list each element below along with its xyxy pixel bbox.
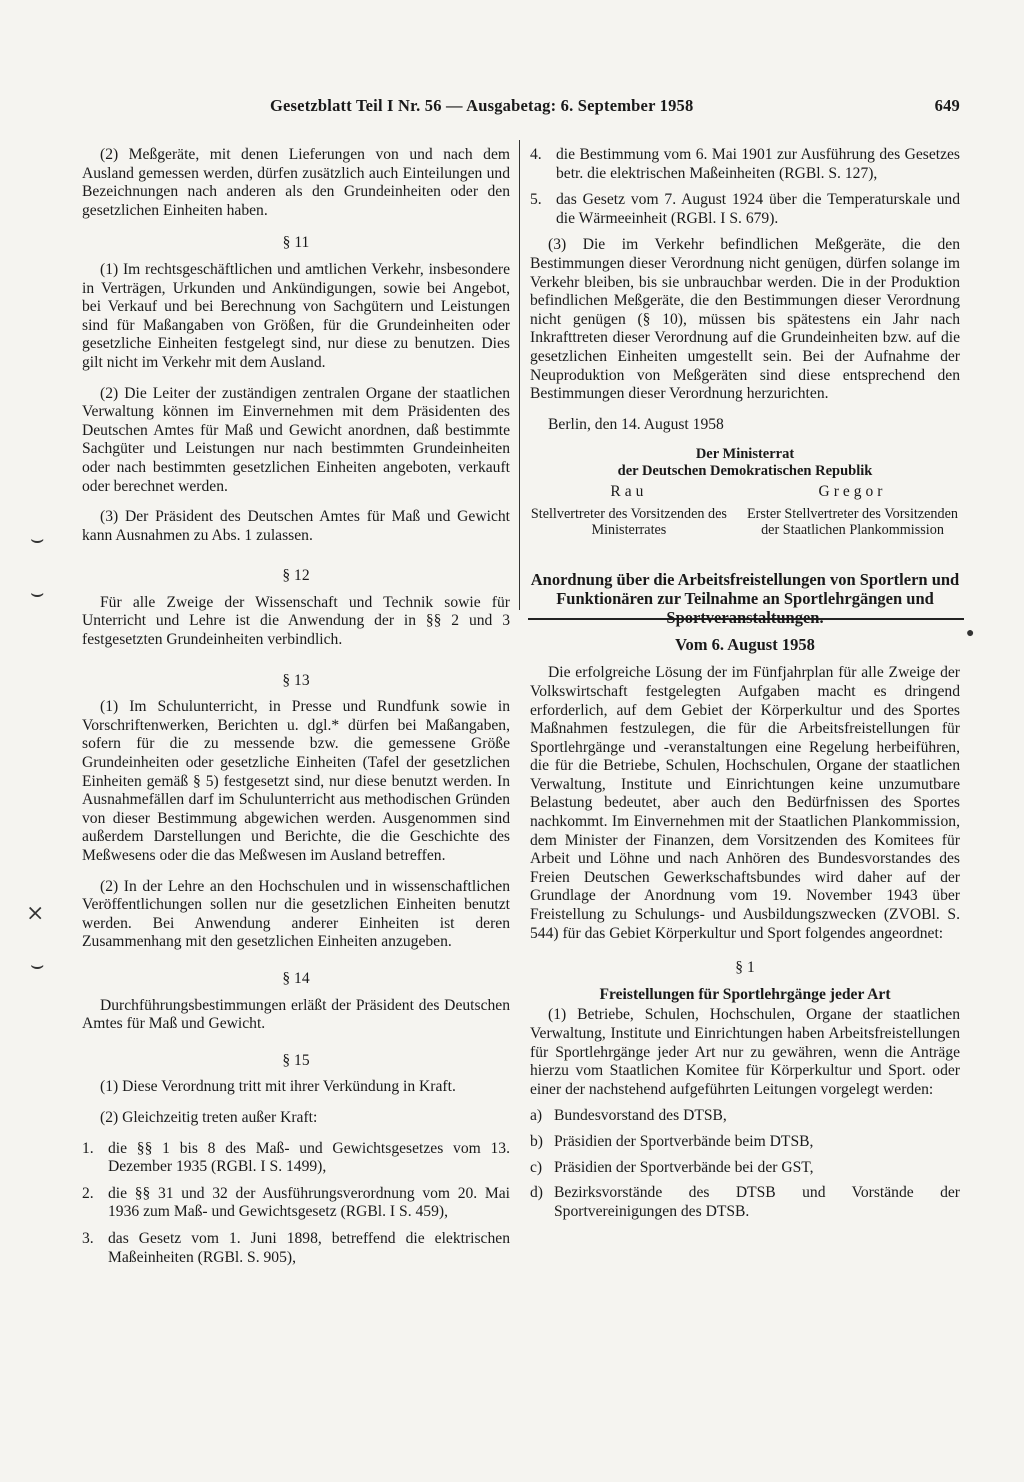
section-heading: § 15: [282, 1051, 310, 1069]
section-heading: § 1: [735, 959, 755, 977]
section-heading: § 14: [282, 969, 310, 987]
list-number: 3.: [82, 1229, 94, 1247]
list-text: Bundesvorstand des DTSB,: [554, 1107, 727, 1125]
list-letter: c): [530, 1158, 543, 1176]
section-subheading: Freistellungen für Sportlehrgänge jeder Art: [599, 985, 891, 1003]
list-number: 4.: [530, 146, 542, 163]
list-text: die Bestimmung vom 6. Mai 1901 zur Ausführung des Gesetzes betr. die elektrischen Maßeinheiten (RGBl. S. 127),: [556, 146, 960, 182]
signatory-name: Rau: [610, 483, 648, 501]
signatory-role: Erster Stellvertreter des Vorsitzenden der Staatlichen Plankommission: [746, 506, 959, 539]
list-text: Präsidien der Sportverbände bei der GST,: [554, 1158, 814, 1176]
page-number: 649: [934, 96, 960, 115]
list-item: [82, 1230, 510, 1267]
signature-block: [530, 484, 728, 538]
paragraph: (2) Meßgeräte, mit denen Lieferungen von und nach dem Ausland gemessen werden, dürfen zusätzlich auch Einteilungen und Bezeichnungen nach anderen als den Grundeinheiten oder den gesetzlichen Einheiten haben.: [82, 146, 510, 219]
list-item: [530, 1133, 960, 1152]
signatory-name: Gregor: [818, 483, 887, 501]
list-number: 5.: [530, 191, 542, 209]
list-text: das Gesetz vom 1. Juni 1898, betreffend die elektrischen Maßeinheiten (RGBl. S. 905),: [108, 1229, 510, 1266]
list-item: [530, 1107, 960, 1126]
paragraph: Durchführungsbestimmungen erläßt der Präsident des Deutschen Amtes für Maß und Gewicht.: [82, 996, 510, 1033]
margin-dot-mark: ●: [966, 626, 975, 641]
list-letter: b): [530, 1132, 543, 1150]
list-item: [530, 146, 960, 183]
paragraph: (1) Diese Verordnung tritt mit ihrer Verkündung in Kraft.: [100, 1078, 456, 1096]
list-letter: d): [530, 1184, 543, 1202]
place-date: Berlin, den 14. August 1958: [548, 415, 724, 433]
margin-tick-mark: ⌣: [30, 952, 45, 977]
authority-line: der Deutschen Demokratischen Republik: [617, 463, 873, 480]
signatory-role: Stellvertreter des Vorsitzenden des Ministerrates: [530, 506, 727, 539]
margin-tick-mark: ⌣: [30, 526, 45, 551]
right-column: [530, 146, 960, 1228]
paragraph: (1) Im rechtsgeschäftlichen und amtlichen Verkehr, insbesondere in Verträgen, Urkunden und Ankündigungen, sowie bei Angebot, bei Verkauf und bei Berechnung von Sachgütern und Leistungen sind für Maßangaben von Größen, für die Grundeinheiten oder gesetzliche Einheiten festgelegt sind, nur diese zu benutzen. Dies gilt nicht im Verkehr mit dem Ausland.: [82, 260, 510, 371]
order-title: Anordnung über die Arbeitsfreistellungen von Sportlern und Funktionären zur Teilnahme an Sportlehrgängen und Sportveranstaltungen.: [530, 570, 960, 628]
authority-line: Der Ministerrat: [695, 446, 795, 463]
list-item: [530, 1159, 960, 1178]
margin-tick-mark: ⌣: [30, 580, 45, 605]
signatures: [530, 484, 960, 538]
paragraph: Für alle Zweige der Wissenschaft und Technik sowie für Unterricht und Lehre ist die Anwendung der in §§ 2 und 3 festgesetzten Grundeinheiten verbindlich.: [82, 593, 510, 649]
signature-block: [745, 484, 960, 538]
order-date: Vom 6. August 1958: [675, 635, 815, 655]
list-number: 1.: [82, 1139, 94, 1157]
list-item: [530, 1184, 960, 1221]
column-divider: [519, 140, 520, 610]
list-item: [82, 1185, 510, 1222]
list-text: Bezirksvorstände des DTSB und Vorstände der Sportvereinigungen des DTSB.: [554, 1184, 960, 1220]
paragraph: (2) In der Lehre an den Hochschulen und in wissenschaftlichen Veröffentlichungen sollen nur die gesetzlichen Einheiten benutzt werden. Bei Anwendung anderer Einheiten ist deren Zusammenhang mit den gesetzlichen Einheiten anzugeben.: [82, 877, 510, 951]
paragraph: (3) Die im Verkehr befindlichen Meßgeräte, die den Bestimmungen dieser Verordnung nicht genügen, dürfen solange im Verkehr bleiben, bis sie unbrauchbar werden. Die in der Produktion befindlichen Meßgeräte, die den Bestimmungen dieser Verordnung nicht genügen (§ 10), müssen bis spätestens ein Jahr nach Inkrafttreten dieser Verordnung auf die Grundeinheiten bzw. auf die gesetzlichen Einheiten umgestellt sein. Bei der Aufnahme der Neuproduktion von Meßgeräten sind diese entsprechend den Bestimmungen dieser Verordnung herzurichten.: [530, 236, 960, 403]
list-text: Präsidien der Sportverbände beim DTSB,: [554, 1132, 814, 1150]
paragraph: Die erfolgreiche Lösung der im Fünfjahrplan für alle Zweige der Volkswirtschaft festgelegten Aufgaben macht es dringend erforderlich, auf dem Gebiet der Körperkultur und des Sportes Maßnahmen festzulegen, die für die Arbeitsfreistellungen für Sportlehrgänge und -veranstaltungen eine Regelung herbeiführen, die für die Betriebe, Schulen, Hochschulen, Organe der staatlichen Verwaltung, Institute und Einrichtungen keine unzumutbare Belastung bedeutet, aber auch den Bedürfnissen des Sportes nachkommt. Im Einvernehmen mit der Staatlichen Plankommission, dem Minister der Finanzen, dem Vorsitzenden des Komitees für Arbeit und Löhne und nach Anhören des Bundesvorstandes des Freien Deutschen Gewerkschaftsbundes wird daher auf der Grundlage der Anordnung vom 19. November 1943 über Freistellung zu Schulungs- und Ausbildungszwecken (ZVOBl. S. 544) für das Gebiet Körperkultur und Sport folgendes angeordnet:: [530, 664, 960, 942]
section-heading: § 13: [282, 671, 310, 689]
paragraph: (3) Der Präsident des Deutschen Amtes für Maß und Gewicht kann Ausnahmen zu Abs. 1 zulassen.: [82, 508, 510, 544]
page-header: [270, 96, 960, 116]
list-number: 2.: [82, 1184, 94, 1202]
list-text: die §§ 31 und 32 der Ausführungsverordnung vom 20. Mai 1936 zum Maß- und Gewichtsgesetz (RGBl. I S. 459),: [108, 1184, 510, 1221]
paragraph: (2) Die Leiter der zuständigen zentralen Organe der staatlichen Verwaltung können im Einvernehmen mit dem Präsidenten des Deutschen Amtes für Maß und Gewicht anordnen, daß bestimmte Sachgüter und Leistungen nur nach bestimmten Grundeinheiten oder nach bestimmten gesetzlichen Einheiten angeboten, verkauft oder berechnet werden.: [82, 384, 510, 495]
list-item: [530, 191, 960, 228]
paragraph: (1) Im Schulunterricht, in Presse und Rundfunk sowie in Vorschriftenwerken, Berichten u. dgl.* dürfen bei Maßangaben, sofern für die zu messende bzw. die gemessene Größe Grundeinheiten oder gesetzliche Einheiten (Tafel der gesetzlichen Einheiten gemäß § 5) festgesetzt sind, nur diese benutzt werden. In Ausnahmefällen darf im Schulunterricht aus methodischen Gründen von dieser Bestimmung abgewichen werden. Ausgenommen sind außerdem Darstellungen und Berichte, die die Geschichte des Meßwesens oder die das Meßwesen im Ausland betreffen.: [82, 698, 510, 864]
list-item: [82, 1140, 510, 1177]
paragraph: (2) Gleichzeitig treten außer Kraft:: [100, 1108, 318, 1126]
margin-tick-mark: ⨯: [26, 900, 45, 925]
list-text: das Gesetz vom 7. August 1924 über die Temperaturskale und die Wärmeeinheit (RGBl. I S. 679).: [556, 191, 960, 227]
header-title: Gesetzblatt Teil I Nr. 56 — Ausgabetag: 6. September 1958: [270, 96, 694, 115]
section-heading: § 12: [282, 567, 310, 585]
section-heading: § 11: [282, 234, 310, 252]
list-text: die §§ 1 bis 8 des Maß- und Gewichtsgesetzes vom 13. Dezember 1935 (RGBl. I S. 1499),: [108, 1139, 510, 1176]
left-column: [82, 146, 510, 1275]
paragraph: (1) Betriebe, Schulen, Hochschulen, Organe der staatlichen Verwaltung, Institute und Einrichtungen haben Arbeitsfreistellungen für Sportlehrgänge jeder Art nur zu gewähren, wenn die Anträge hierzu vom Staatlichen Komitee für Körperkultur und Sport. oder einer der nachstehend aufgeführten Leitungen vorgelegt werden:: [530, 1006, 960, 1098]
list-letter: a): [530, 1107, 543, 1125]
